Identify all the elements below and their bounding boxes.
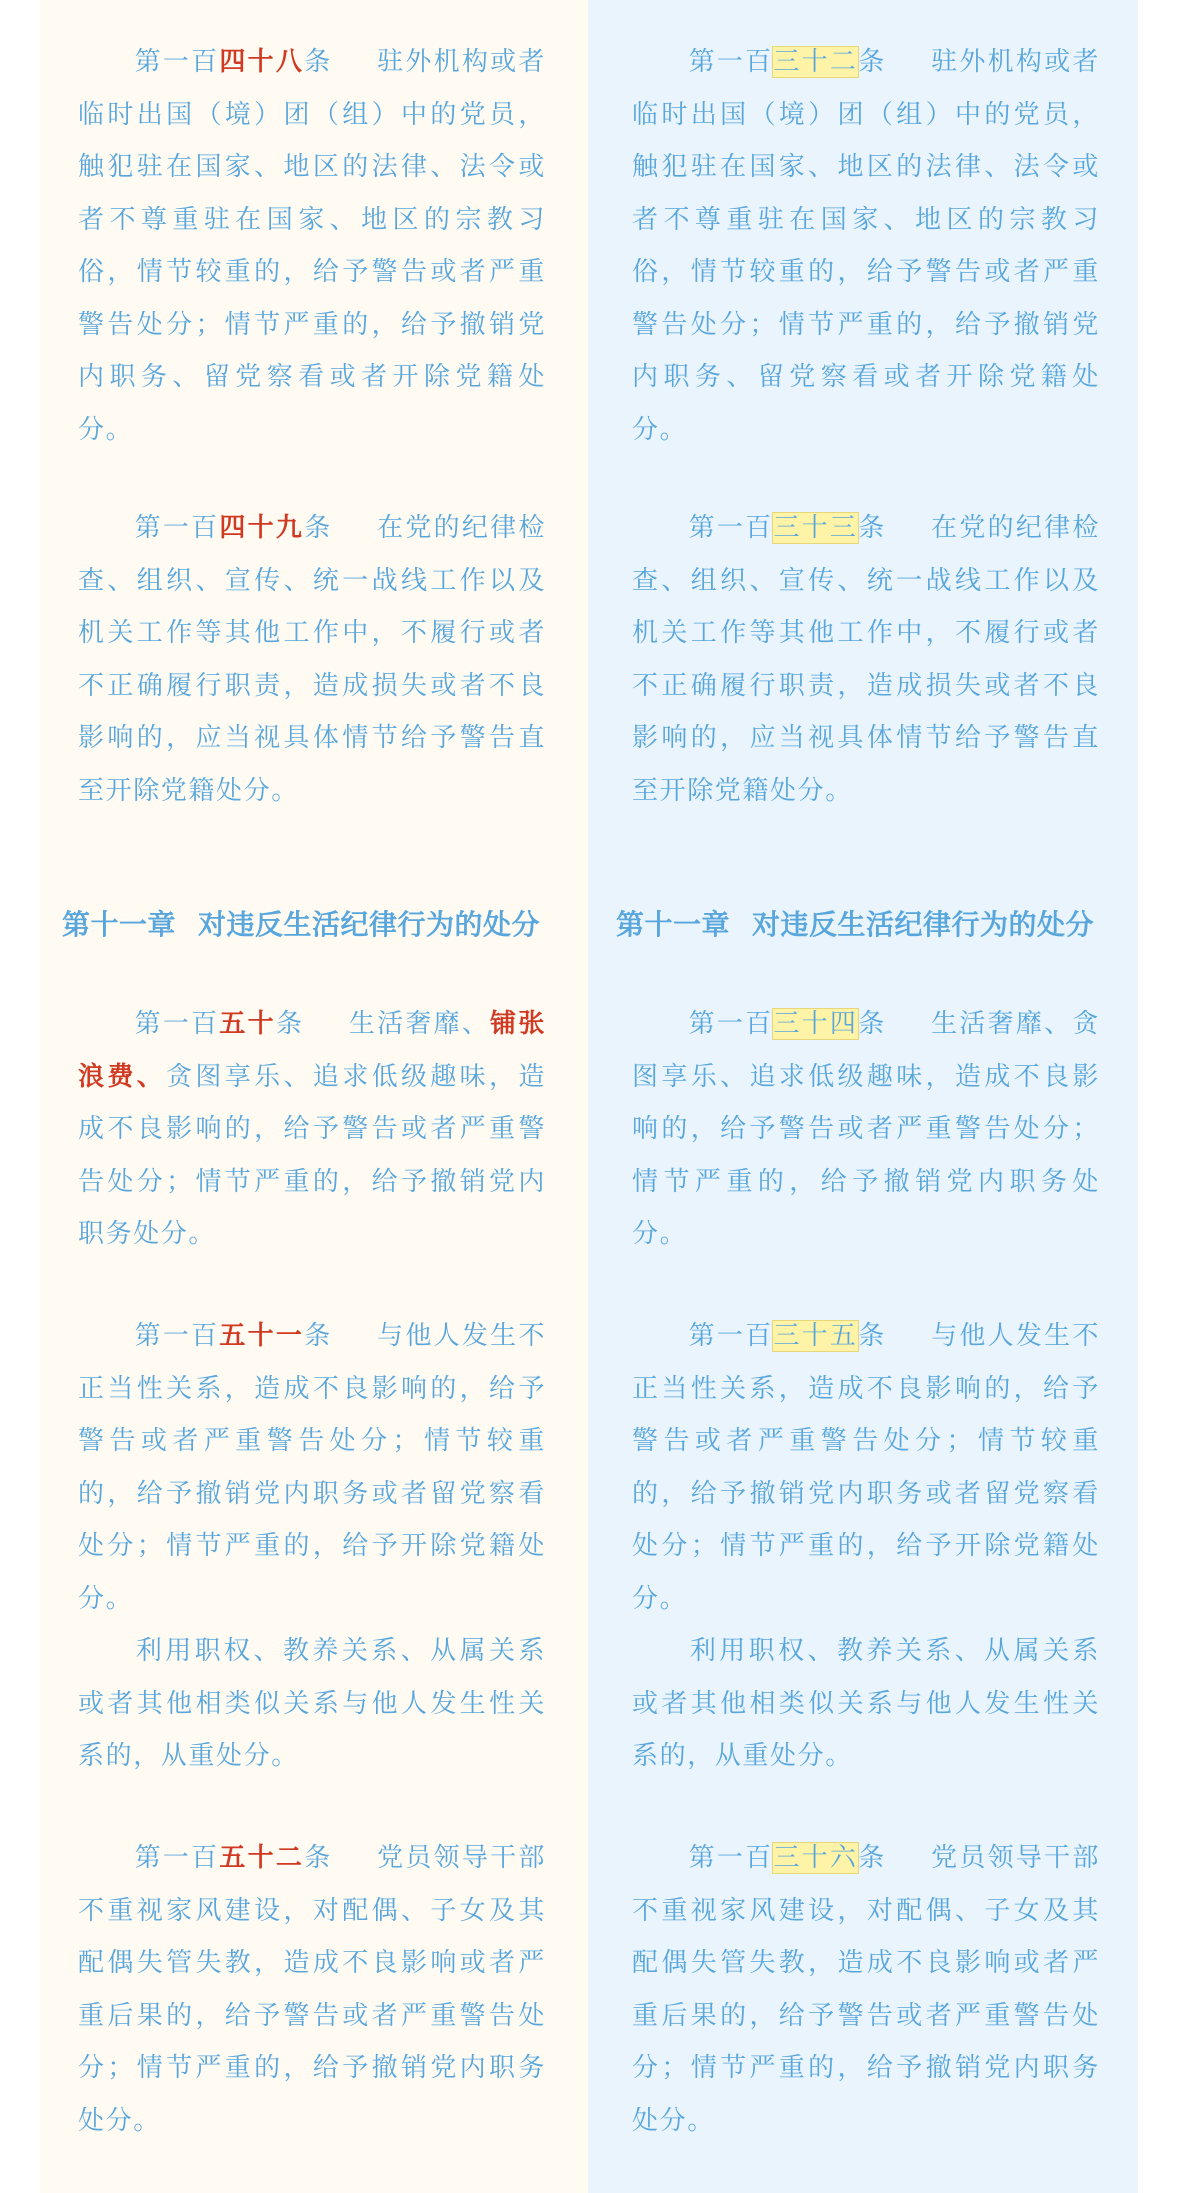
article-number-changed: 五十二 [219,1843,305,1873]
article-152 [78,1832,546,2147]
article-148-text [78,36,546,456]
article-body: 驻外机构或者临时出国（境）团（组）中的党员，触犯驻在国家、地区的法律、法令或者不尊重驻在国家、地区的宗教习俗，情节较重的，给予警告或者严重警告处分；情节严重的，给予撤销党内职务、留党察看或者开除党籍处分。 [78,47,546,445]
article-prefix: 第一百 [134,513,220,543]
revised-column [40,0,588,2193]
article-prefix: 第一百 [134,1009,220,1039]
article-149 [78,502,546,817]
article-132 [632,36,1100,456]
comparison-page [40,0,1138,2193]
article-prefix: 第一百 [688,47,774,77]
article-suffix: 条 [304,1843,333,1873]
article-133 [632,502,1100,817]
article-prefix: 第一百 [688,1009,774,1039]
chapter-number: 第十一章 [616,908,731,941]
article-150 [78,998,546,1261]
article-number-highlighted: 三十二 [773,47,859,77]
article-suffix: 条 [858,1843,887,1873]
article-body-2: 利用职权、教养关系、从属关系或者其他相类似关系与他人发生性关系的，从重处分。 [632,1636,1100,1771]
article-151 [78,1310,546,1783]
article-134 [632,998,1100,1261]
chapter-title: 对违反生活纪律行为的处分 [198,908,541,941]
article-148 [78,36,546,456]
chapter-heading [62,903,540,943]
added-text: 铺张浪费、 [78,1009,546,1092]
chapter-title: 对违反生活纪律行为的处分 [752,908,1095,941]
chapter-number: 第十一章 [62,908,177,941]
article-suffix: 条 [858,1009,887,1039]
article-body: 与他人发生不正当性关系，造成不良影响的，给予警告或者严重警告处分；情节较重的，给予撤销党内职务或者留党察看处分；情节严重的，给予开除党籍处分。 [78,1321,546,1614]
article-prefix: 第一百 [688,1321,774,1351]
article-135-text [632,1310,1100,1625]
article-135 [632,1310,1100,1783]
article-body: 生活奢靡、 [348,1009,491,1039]
article-body: 在党的纪律检查、组织、宣传、统一战线工作以及机关工作等其他工作中，不履行或者不正确履行职责，造成损失或者不良影响的，应当视具体情节给予警告直至开除党籍处分。 [632,513,1100,806]
article-151-text [78,1310,546,1625]
article-134-text [632,998,1100,1261]
chapter-heading [616,903,1094,943]
article-suffix: 条 [304,47,333,77]
article-body: 在党的纪律检查、组织、宣传、统一战线工作以及机关工作等其他工作中，不履行或者不正确履行职责，造成损失或者不良影响的，应当视具体情节给予警告直至开除党籍处分。 [78,513,546,806]
article-suffix: 条 [304,513,333,543]
article-149-text [78,502,546,817]
article-number-changed: 五十 [219,1009,276,1039]
article-number-changed: 四十八 [219,47,305,77]
article-prefix: 第一百 [134,1321,220,1351]
article-133-text [632,502,1100,817]
article-suffix: 条 [858,1321,887,1351]
article-151-paragraph-2 [78,1625,546,1783]
article-body: 驻外机构或者临时出国（境）团（组）中的党员，触犯驻在国家、地区的法律、法令或者不尊重驻在国家、地区的宗教习俗，情节较重的，给予警告或者严重警告处分；情节严重的，给予撤销党内职务、留党察看或者开除党籍处分。 [632,47,1100,445]
article-number-changed: 四十九 [219,513,305,543]
article-150-text [78,998,546,1261]
article-number-highlighted: 三十五 [773,1321,859,1351]
article-prefix: 第一百 [134,1843,220,1873]
article-number-highlighted: 三十四 [773,1009,859,1039]
article-body: 生活奢靡、贪图享乐、追求低级趣味，造成不良影响的，给予警告或者严重警告处分；情节严重的，给予撤销党内职务处分。 [632,1009,1100,1249]
article-body-2: 利用职权、教养关系、从属关系或者其他相类似关系与他人发生性关系的，从重处分。 [78,1636,546,1771]
article-132-text [632,36,1100,456]
article-prefix: 第一百 [134,47,220,77]
article-number-changed: 五十一 [219,1321,305,1351]
article-suffix: 条 [858,47,887,77]
article-prefix: 第一百 [688,513,774,543]
article-suffix: 条 [304,1321,333,1351]
article-152-text [78,1832,546,2147]
article-body-rest: 贪图享乐、追求低级趣味，造成不良影响的，给予警告或者严重警告处分；情节严重的，给予撤销党内职务处分。 [78,1061,546,1249]
article-suffix: 条 [858,513,887,543]
article-number-highlighted: 三十六 [773,1843,859,1873]
article-number-highlighted: 三十三 [773,513,859,543]
article-body: 党员领导干部不重视家风建设，对配偶、子女及其配偶失管失教，造成不良影响或者严重后果的，给予警告或者严重警告处分；情节严重的，给予撤销党内职务处分。 [632,1843,1100,2136]
article-136-text [632,1832,1100,2147]
original-column [588,0,1138,2193]
article-suffix: 条 [275,1009,305,1039]
article-135-paragraph-2 [632,1625,1100,1783]
article-body: 党员领导干部不重视家风建设，对配偶、子女及其配偶失管失教，造成不良影响或者严重后果的，给予警告或者严重警告处分；情节严重的，给予撤销党内职务处分。 [78,1843,546,2136]
article-136 [632,1832,1100,2147]
article-body: 与他人发生不正当性关系，造成不良影响的，给予警告或者严重警告处分；情节较重的，给予撤销党内职务或者留党察看处分；情节严重的，给予开除党籍处分。 [632,1321,1100,1614]
article-prefix: 第一百 [688,1843,774,1873]
